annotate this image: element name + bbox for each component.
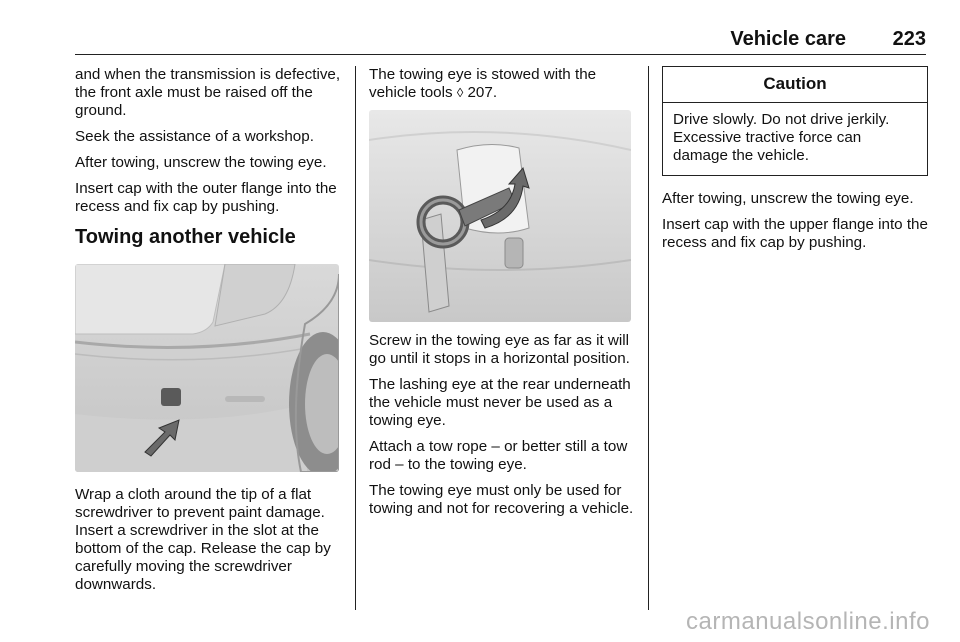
caution-text: Drive slowly. Do not drive jerkily. Excessive tractive force can damage the vehicle. — [673, 111, 890, 164]
towing-eye-illustration — [369, 110, 631, 322]
paragraph: Screw in the towing eye as far as it will go until it stops in a horizontal position. — [369, 332, 630, 367]
paragraph: The lashing eye at the rear underneath the vehicle must never be used as a towing eye. — [369, 376, 631, 429]
watermark: carmanualsonline.info — [686, 608, 930, 635]
paragraph: Insert cap with the upper flange into the recess and fix cap by pushing. — [662, 216, 928, 251]
paragraph-text: The towing eye is stowed with the vehicle tools — [369, 66, 597, 101]
rear-bumper-cap-illustration — [75, 264, 339, 472]
column-divider — [648, 66, 649, 610]
paragraph: After towing, unscrew the towing eye. — [662, 190, 914, 207]
section-heading: Towing another vehicle — [75, 226, 296, 248]
caution-title: Caution — [663, 67, 927, 103]
caution-box — [662, 66, 928, 176]
column-left — [75, 66, 347, 602]
paragraph: Insert cap with the outer flange into the recess and fix cap by pushing. — [75, 180, 337, 215]
paragraph: and when the transmission is defective, the front axle must be raised off the ground. — [75, 66, 341, 119]
page-header — [75, 26, 926, 55]
paragraph: Attach a tow rope – or better still a tow rod – to the towing eye. — [369, 438, 628, 473]
paragraph: Seek the assistance of a workshop. — [75, 128, 314, 145]
page-reference-link[interactable]: 207. — [467, 84, 498, 101]
paragraph: The towing eye must only be used for towing and not for recovering a vehicle. — [369, 482, 634, 517]
column-right — [662, 66, 928, 260]
section-title: Vehicle care — [730, 28, 846, 50]
page-number: 223 — [892, 28, 926, 50]
column-divider — [355, 66, 356, 610]
page-reference-arrow-icon: ◊ — [456, 85, 464, 100]
paragraph-with-reference — [369, 66, 635, 102]
paragraph: Wrap a cloth around the tip of a flat screwdriver to prevent paint damage. Insert a screwdriver in the slot at the bottom of the cap. Release the cap by carefully moving the screwdriver downwards. — [75, 486, 331, 593]
column-middle — [369, 66, 635, 526]
paragraph: After towing, unscrew the towing eye. — [75, 154, 327, 171]
